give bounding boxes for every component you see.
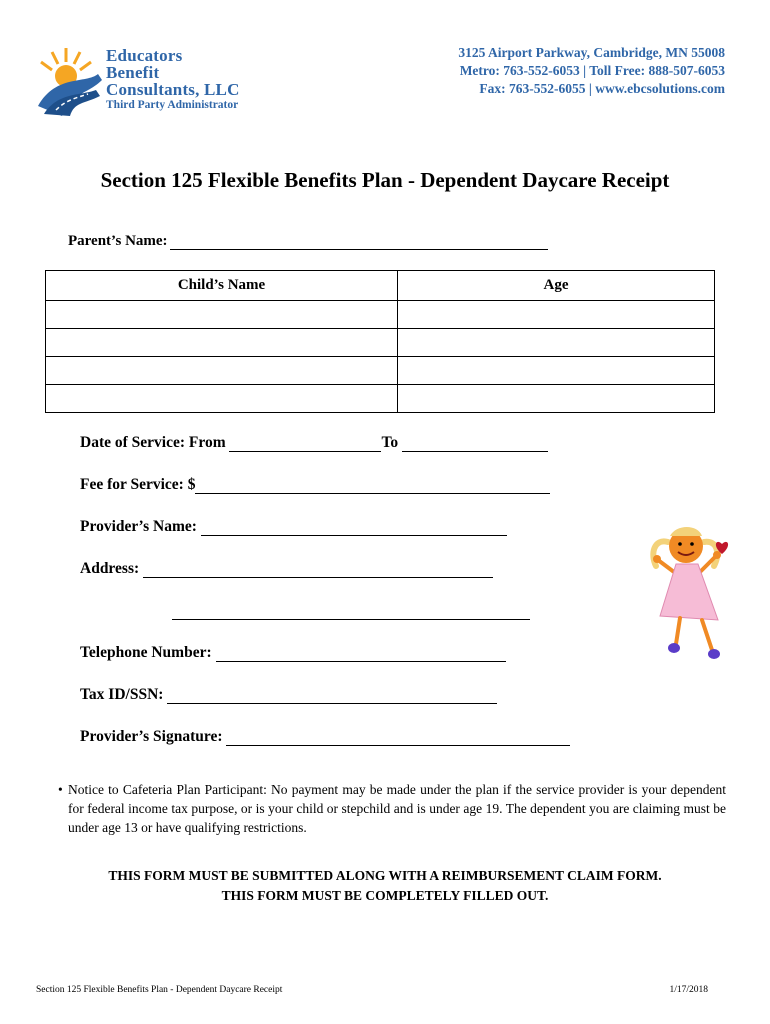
logo-line-3: Consultants, LLC	[106, 80, 240, 99]
age-header: Age	[398, 271, 715, 301]
contact-address: 3125 Airport Parkway, Cambridge, MN 55008	[458, 45, 725, 60]
date-from-line[interactable]	[229, 437, 381, 452]
parent-name-line[interactable]	[170, 235, 548, 250]
child-name-cell[interactable]	[46, 301, 398, 329]
child-name-cell[interactable]	[46, 385, 398, 413]
date-to-line[interactable]	[402, 437, 548, 452]
tax-id-field	[80, 686, 497, 704]
age-cell[interactable]	[398, 301, 715, 329]
fee-line[interactable]	[195, 479, 550, 494]
submission-instructions	[0, 866, 770, 906]
table-row	[46, 357, 715, 385]
provider-name-label: Provider’s Name:	[80, 518, 197, 535]
logo-subtitle: Third Party Administrator	[106, 99, 239, 111]
parent-name-field[interactable]	[68, 233, 548, 250]
girl-clipart-illustration	[646, 520, 736, 665]
fee-field	[80, 476, 550, 494]
telephone-line[interactable]	[216, 647, 506, 662]
contact-fax-web: Fax: 763-552-6055 | www.ebcsolutions.com	[479, 81, 725, 96]
address-label: Address:	[80, 560, 140, 577]
contact-phones: Metro: 763-552-6053 | Toll Free: 888-507-6053	[459, 63, 725, 78]
parent-name-label: Parent’s Name:	[68, 233, 168, 249]
tax-id-label: Tax ID/SSN:	[80, 686, 164, 703]
signature-label: Provider’s Signature:	[80, 728, 223, 745]
date-to-label: To	[381, 434, 399, 451]
address-line-2[interactable]	[172, 605, 530, 620]
bullet-icon: •	[58, 782, 63, 797]
child-name-cell[interactable]	[46, 329, 398, 357]
telephone-label: Telephone Number:	[80, 644, 212, 661]
telephone-field	[80, 644, 506, 662]
table-row	[46, 301, 715, 329]
page-title: Section 125 Flexible Benefits Plan - Dependent Daycare Receipt	[100, 168, 670, 192]
fee-label: Fee for Service: $	[80, 476, 196, 493]
date-of-service-field	[80, 434, 548, 452]
footer-date: 1/17/2018	[669, 985, 708, 995]
tax-id-line[interactable]	[167, 689, 497, 704]
provider-name-line[interactable]	[201, 521, 507, 536]
child-name-header: Child’s Name	[46, 271, 398, 301]
contact-info	[458, 44, 725, 98]
road-sun-icon	[36, 44, 116, 124]
submit-line-2: THIS FORM MUST BE COMPLETELY FILLED OUT.	[221, 888, 549, 903]
logo-line-1: Educators	[106, 46, 183, 65]
signature-field	[80, 728, 570, 746]
address-line-1[interactable]	[143, 563, 493, 578]
date-from-label: Date of Service: From	[80, 434, 226, 451]
address-field	[80, 560, 493, 578]
notice-paragraph	[58, 780, 726, 837]
footer-title: Section 125 Flexible Benefits Plan - Dependent Daycare Receipt	[36, 985, 283, 995]
age-cell[interactable]	[398, 329, 715, 357]
logo-line-2: Benefit	[106, 63, 160, 82]
address-line-2-field	[172, 602, 530, 620]
child-name-cell[interactable]	[46, 357, 398, 385]
age-cell[interactable]	[398, 357, 715, 385]
company-logo	[36, 44, 246, 124]
notice-text: Notice to Cafeteria Plan Participant: No payment may be made under the plan if the service provider is your dependent for federal income tax purpose, or is your child or stepchild and is under age 19. The dependent you are claiming must be under age 13 or have qualifying restrictions.	[68, 782, 726, 835]
age-cell[interactable]	[398, 385, 715, 413]
provider-name-field	[80, 518, 507, 536]
table-row	[46, 329, 715, 357]
table-row	[46, 385, 715, 413]
signature-line[interactable]	[226, 731, 570, 746]
children-table	[45, 270, 715, 413]
submit-line-1: THIS FORM MUST BE SUBMITTED ALONG WITH A REIMBURSEMENT CLAIM FORM.	[108, 868, 662, 883]
